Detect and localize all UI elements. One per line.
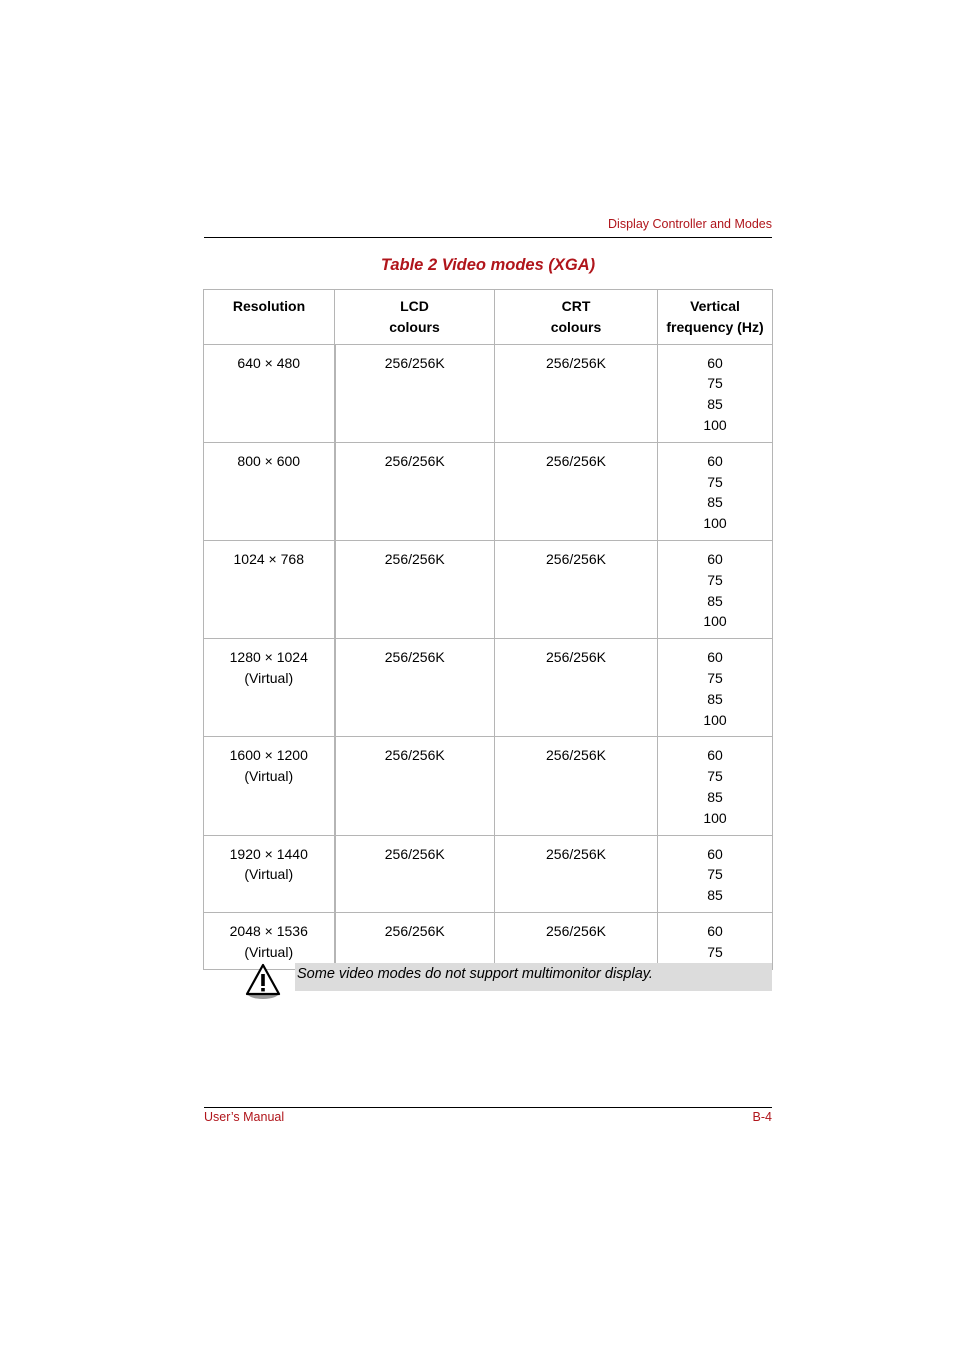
resolution-cell: 2048 × 1536 (Virtual) (204, 912, 335, 969)
crt-colours-cell: 256/256K (495, 912, 658, 969)
crt-colours-cell: 256/256K (495, 344, 658, 442)
crt-colours-cell: 256/256K (495, 540, 658, 638)
resolution-cell: 1280 × 1024 (Virtual) (204, 639, 335, 737)
warning-icon (244, 962, 282, 1000)
lcd-colours-cell: 256/256K (335, 737, 495, 835)
table-row (204, 639, 773, 737)
crt-colours-cell: 256/256K (495, 442, 658, 540)
lcd-colours-cell: 256/256K (335, 442, 495, 540)
column-header-resolution: Resolution (204, 290, 335, 345)
frequency-cell: 60 75 85 (658, 835, 773, 912)
lcd-colours-cell: 256/256K (335, 912, 495, 969)
lcd-colours-cell: 256/256K (335, 540, 495, 638)
note-text: Some video modes do not support multimonitor display. (295, 963, 772, 991)
resolution-cell: 800 × 600 (204, 442, 335, 540)
crt-colours-cell: 256/256K (495, 737, 658, 835)
footer-rule (204, 1107, 772, 1108)
table-caption: Table 2 Video modes (XGA) (380, 256, 596, 274)
resolution-cell: 1920 × 1440 (Virtual) (204, 835, 335, 912)
frequency-cell: 60 75 85 100 (658, 540, 773, 638)
column-header-frequency: Vertical frequency (Hz) (658, 290, 773, 345)
resolution-cell: 640 × 480 (204, 344, 335, 442)
table-row (204, 344, 773, 442)
lcd-colours-cell: 256/256K (335, 344, 495, 442)
lcd-colours-cell: 256/256K (335, 639, 495, 737)
table-row (204, 442, 773, 540)
frequency-cell: 60 75 (658, 912, 773, 969)
table-row (204, 835, 773, 912)
footer-manual-title: User’s Manual (204, 1110, 285, 1124)
header-rule (204, 237, 772, 238)
column-header-lcd: LCD colours (335, 290, 495, 345)
frequency-cell: 60 75 85 100 (658, 442, 773, 540)
crt-colours-cell: 256/256K (495, 639, 658, 737)
frequency-cell: 60 75 85 100 (658, 737, 773, 835)
table-header-row (204, 290, 773, 345)
table-row (204, 540, 773, 638)
running-header: Display Controller and Modes (608, 217, 772, 231)
table-row (204, 912, 773, 969)
page-number: B-4 (752, 1110, 772, 1124)
lcd-colours-cell: 256/256K (335, 835, 495, 912)
column-header-crt: CRT colours (495, 290, 658, 345)
video-modes-table (203, 289, 773, 970)
crt-colours-cell: 256/256K (495, 835, 658, 912)
frequency-cell: 60 75 85 100 (658, 639, 773, 737)
resolution-cell: 1024 × 768 (204, 540, 335, 638)
frequency-cell: 60 75 85 100 (658, 344, 773, 442)
table-row (204, 737, 773, 835)
resolution-cell: 1600 × 1200 (Virtual) (204, 737, 335, 835)
